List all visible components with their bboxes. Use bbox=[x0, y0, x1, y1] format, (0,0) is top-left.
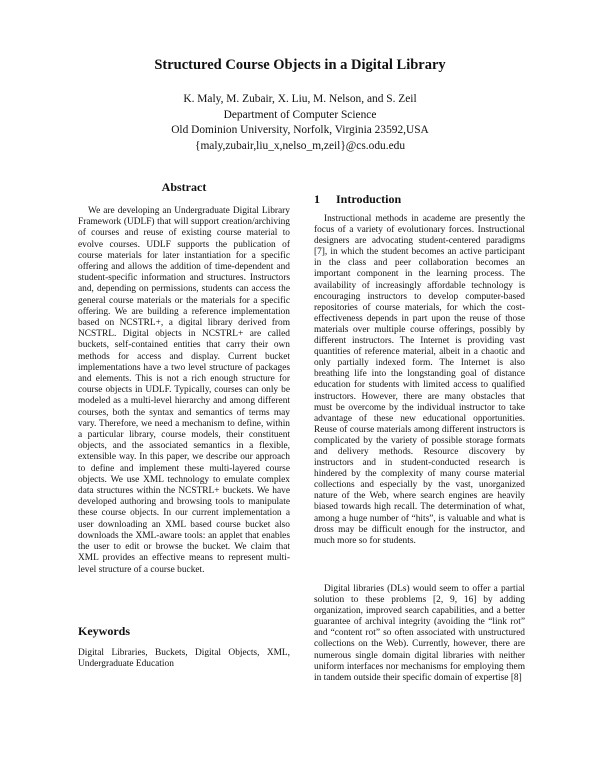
introduction-heading bbox=[314, 192, 525, 207]
section-number: 1 bbox=[314, 192, 320, 206]
author-names: K. Maly, M. Zubair, X. Liu, M. Nelson, and S. Zeil bbox=[183, 93, 417, 105]
author-block bbox=[0, 92, 600, 154]
author-university: Old Dominion University, Norfolk, Virginia 23592,USA bbox=[171, 124, 429, 136]
paper-title: Structured Course Objects in a Digital Library bbox=[154, 57, 446, 73]
keywords-text: Digital Libraries, Buckets, Digital Objects, XML, Undergraduate Education bbox=[78, 648, 290, 670]
introduction-paragraph-2: Digital libraries (DLs) would seem to offer a partial solution to these problems [2, 9, 16] by adding organization, improved search capabilities, and a better guarantee of archival integrity (avoiding the “link rot” and “content rot” so often associated with unstructured collections on the Web). Currently, however, there are numerous single domain digital libraries with neither uniform interfaces nor mechanisms for employing them in tandem outside their specific domain of expertise [8] bbox=[314, 584, 525, 683]
author-department: Department of Computer Science bbox=[223, 108, 377, 121]
introduction-paragraph-1: Instructional methods in academe are presently the focus of a variety of evolutionary forces. Instructional designers are advocating student-centered paradigms [7], in which the student becomes an active participant in the class and peer collaboration becomes an important component in the learning process. The availability of increasingly affordable technology is encouraging instructors to develop computer-based repositories of course materials, for which the cost-effectiveness depends in part upon the reuse of those materials over multiple course offerings, possibly by different instructors. The Internet is providing vast quantities of reference material, albeit in a chaotic and only partially indexed form. The Internet is also breathing life into the longstanding goal of distance education for students with limited access to qualified instructors. However, there are many obstacles that must be overcome by the individual instructor to take advantage of these new educational opportunities. Reuse of course materials among different instructors is complicated by the variety of possible storage formats and delivery methods. Resource discovery by instructors and in student-conducted research is hindered by the complexity of many course material collections and especially by the vast, unorganized nature of the Web, where search engines are heavily biased towards high recall. The determination of what, among a huge number of “hits”, is valuable and what is dross may be difficult enough for the instructor, and much more so for students. bbox=[314, 214, 525, 546]
section-title: Introduction bbox=[336, 192, 402, 206]
abstract-text: We are developing an Undergraduate Digital Library Framework (UDLF) that will support creation/archiving of courses and reuse of existing course material to evolve courses. UDLF supports the publication of course materials for later instantiation for a specific offering and allows the addition of time-dependent and student-specific information and structures. Instructors and, depending on permissions, students can access the general course materials or the materials for a specific offering. We are building a reference implementation based on NCSTRL+, a digital library derived from NCSTRL. Digital objects in NCSTRL+ are called buckets, self-contained entities that carry their own methods for access and display. Current bucket implementations have a two level structure of packages and elements. This is not a rich enough structure for course objects in UDLF. Typically, courses can only be modeled as a multi-level hierarchy and among different courses, both the syntax and semantics of terms may vary. Therefore, we need a mechanism to define, within a particular library, course models, their constituent objects, and the associated semantics in a flexible, extensible way. In this paper, we describe our approach to define and implement these multi-layered course objects. We use XML technology to emulate complex data structures within the NCSTRL+ buckets. We have developed authoring and browsing tools to manipulate these course objects. In our current implementation a user downloading an XML based course bucket also downloads the XML-aware tools: an applet that enables the user to edit or browse the bucket. We claim that XML provides an effective means to represent multi-level structure of a course bucket. bbox=[78, 206, 290, 575]
author-emails: {maly,zubair,liu_x,nelso_m,zeil}@cs.odu.edu bbox=[194, 139, 406, 152]
keywords-heading: Keywords bbox=[78, 624, 130, 638]
abstract-heading: Abstract bbox=[161, 180, 207, 194]
